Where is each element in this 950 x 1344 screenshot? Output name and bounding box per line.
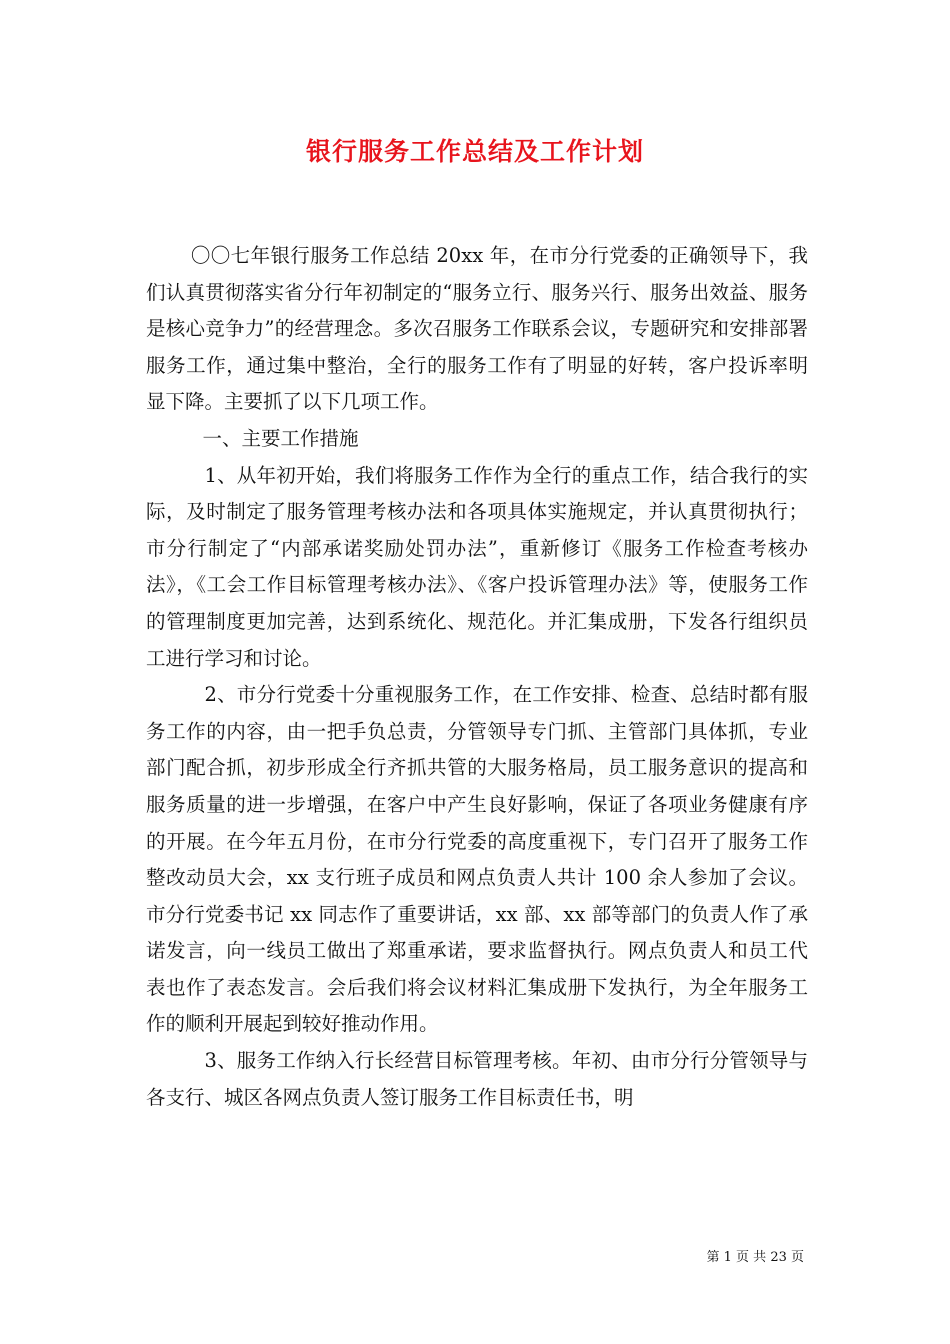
page-number-footer: 第 1 页 共 23 页: [706, 1250, 804, 1265]
paragraph-item-3: 3、服务工作纳入行长经营目标管理考核。年初、由市分行分管领导与各支行、城区各网点负责人签订服务工作目标责任书，明: [146, 1049, 808, 1109]
paragraph-intro: 〇〇七年银行服务工作总结 20xx 年，在市分行党委的正确领导下，我们认真贯彻落实省分行年初制定的“服务立行、服务兴行、服务出效益、服务是核心竞争力”的经营理念。多次召服务工作联系会议，专题研究和安排部署服务工作，通过集中整治，全行的服务工作有了明显的好转，客户投诉率明显下降。主要抓了以下几项工作。: [146, 244, 808, 414]
paragraph-item-2: 2、市分行党委十分重视服务工作，在工作安排、检查、总结时都有服务工作的内容，由一把手负总责，分管领导专门抓、主管部门具体抓，专业部门配合抓，初步形成全行齐抓共管的大服务格局，员工服务意识的提高和服务质量的进一步增强，在客户中产生良好影响，保证了各项业务健康有序的开展。在今年五月份，在市分行党委的高度重视下，专门召开了服务工作整改动员大会，xx 支行班子成员和网点负责人共计 100 余人参加了会议。市分行党委书记 xx 同志作了重要讲话，xx 部、xx 部等部门的负责人作了承诺发言，向一线员工做出了郑重承诺，要求监督执行。网点负责人和员工代表也作了表态发言。会后我们将会议材料汇集成册下发执行，为全年服务工作的顺利开展起到较好推动作用。: [146, 683, 808, 1036]
paragraph-item-1: 1、从年初开始，我们将服务工作作为全行的重点工作，结合我行的实际，及时制定了服务管理考核办法和各项具体实施规定，并认真贯彻执行；市分行制定了“内部承诺奖励处罚办法”，重新修订《服务工作检查考核办法》，《工会工作目标管理考核办法》、《客户投诉管理办法》等，使服务工作的管理制度更加完善，达到系统化、规范化。并汇集成册，下发各行组织员工进行学习和讨论。: [146, 463, 808, 670]
document-body: [146, 238, 808, 1116]
document-title: 银行服务工作总结及工作计划: [305, 137, 644, 166]
section-heading: 一、主要工作措施: [202, 426, 359, 450]
